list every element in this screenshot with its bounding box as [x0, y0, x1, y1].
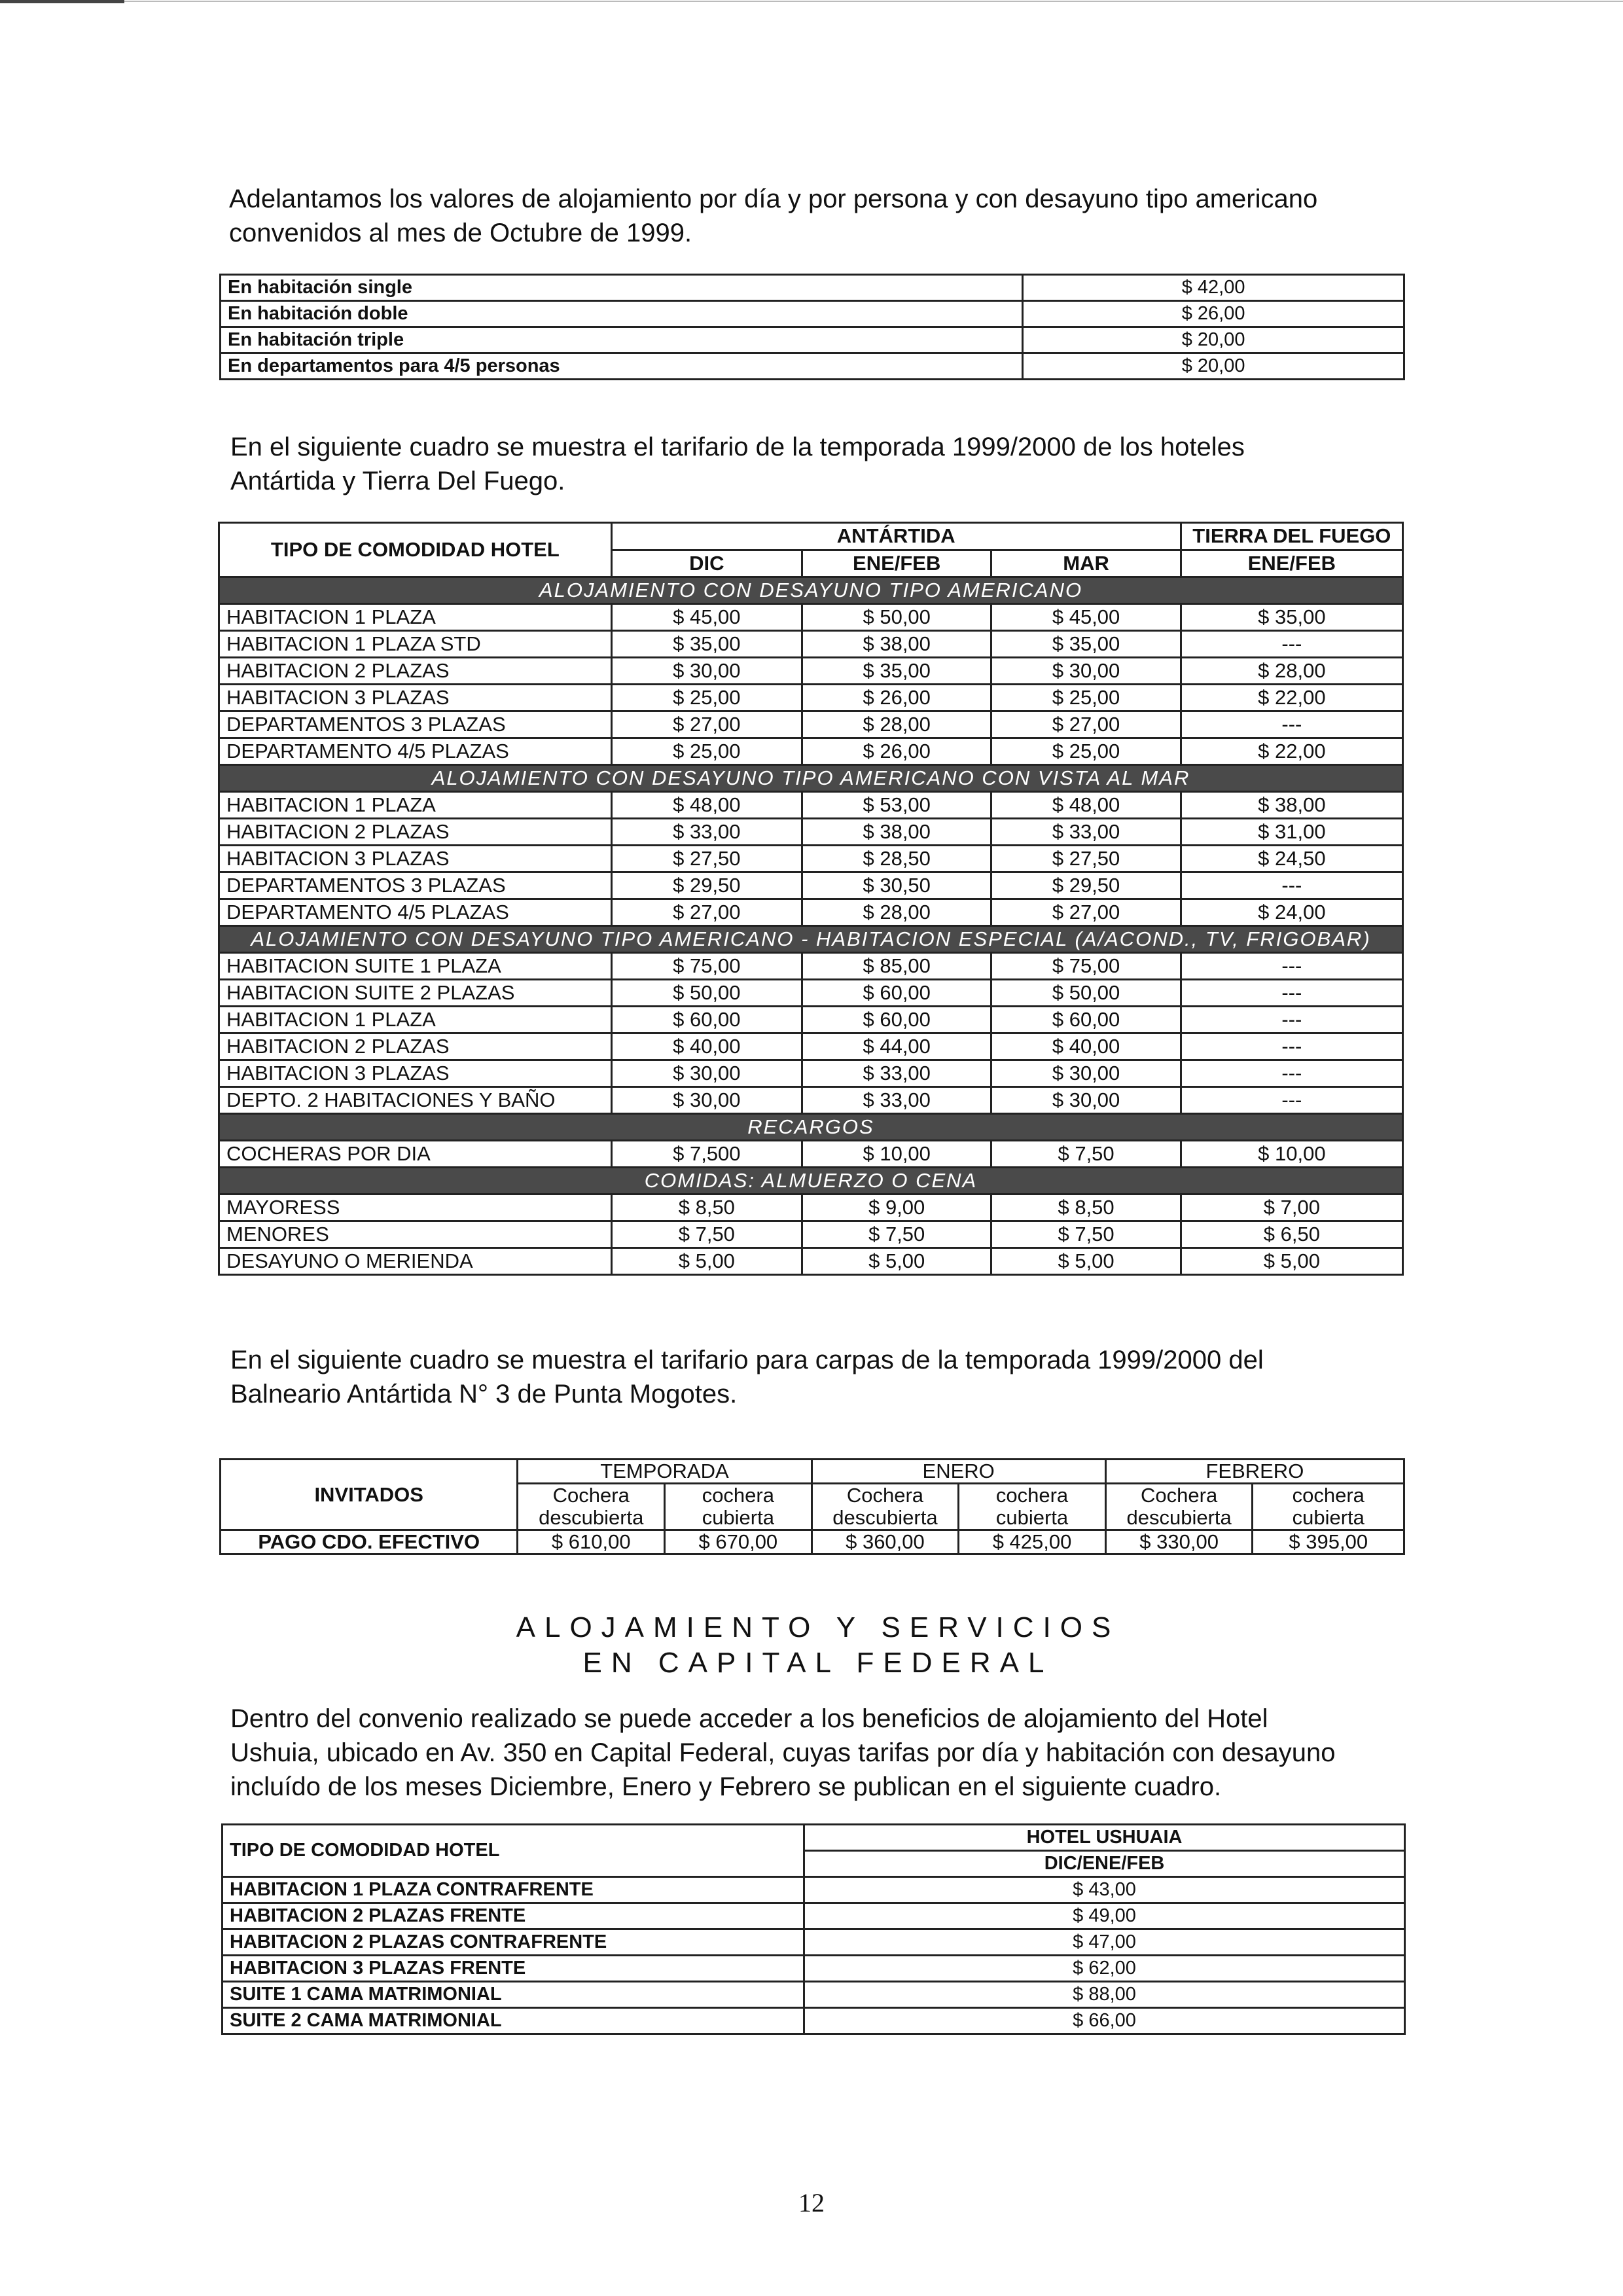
- cochera-type: Cochera: [552, 1484, 630, 1507]
- sub-header: MAR: [991, 550, 1181, 577]
- ushuaia-line-2: Ushuia, ubicado en Av. 350 en Capital Federal, cuyas tarifas por día y habitación con desayuno: [230, 1738, 1336, 1767]
- cochera-header: [665, 1484, 812, 1530]
- scan-edge-line-thin: [124, 1, 1623, 2]
- room-type: HABITACION 1 PLAZA CONTRAFRENTE: [223, 1877, 804, 1903]
- price-cell: $ 44,00: [802, 1033, 991, 1060]
- price-cell: ---: [1181, 980, 1402, 1007]
- table-row: [219, 1060, 1403, 1087]
- price-cell: $ 30,00: [991, 1060, 1181, 1087]
- cochera-kind: cubierta: [702, 1506, 774, 1529]
- hotels-line-2: Antártida y Tierra Del Fuego.: [230, 467, 565, 495]
- price-cell: $ 425,00: [959, 1530, 1105, 1554]
- room-type: DEPARTAMENTOS 3 PLAZAS: [219, 872, 612, 899]
- price-cell: $ 27,50: [611, 846, 802, 872]
- room-type: HABITACION 2 PLAZAS CONTRAFRENTE: [223, 1929, 804, 1956]
- price-cell: $ 29,50: [991, 872, 1181, 899]
- page-number: 12: [798, 2188, 825, 2217]
- price-cell: $ 33,00: [611, 819, 802, 846]
- carpas-line-1: En el siguiente cuadro se muestra el tarifario para carpas de la temporada 1999/2000 del: [230, 1346, 1264, 1374]
- room-type: SUITE 2 CAMA MATRIMONIAL: [223, 2008, 804, 2034]
- price-cell: $ 30,50: [802, 872, 991, 899]
- price-cell: $ 8,50: [611, 1194, 802, 1221]
- table-row: [219, 1221, 1403, 1248]
- price-cell: $ 28,50: [802, 846, 991, 872]
- table-row: [221, 353, 1404, 380]
- table-row: [221, 1530, 1404, 1554]
- intro-paragraph: [229, 182, 1317, 250]
- price-cell: $ 395,00: [1253, 1530, 1404, 1554]
- table-row: [219, 1033, 1403, 1060]
- section-heading: [7, 1610, 1623, 1681]
- cochera-type: cochera: [702, 1484, 774, 1507]
- table-row: [219, 1248, 1403, 1275]
- price-cell: $ 27,50: [991, 846, 1181, 872]
- price-cell: $ 40,00: [611, 1033, 802, 1060]
- table-row: [223, 1956, 1405, 1982]
- cochera-kind: cubierta: [995, 1506, 1069, 1529]
- price-cell: $ 60,00: [991, 1007, 1181, 1033]
- price-cell: $ 40,00: [991, 1033, 1181, 1060]
- table-row: [223, 1903, 1405, 1929]
- price-cell: $ 330,00: [1105, 1530, 1253, 1554]
- table-row: [219, 631, 1403, 658]
- rate-label: En habitación doble: [221, 301, 1023, 327]
- price-cell: $ 60,00: [802, 1007, 991, 1033]
- cochera-kind: cubierta: [1292, 1506, 1364, 1529]
- room-type: SUITE 1 CAMA MATRIMONIAL: [223, 1982, 804, 2008]
- ushuaia-line-3: incluído de los meses Diciembre, Enero y Febrero se publican en el siguiente cuadro.: [230, 1772, 1222, 1801]
- period-header: TEMPORADA: [518, 1460, 812, 1484]
- price-cell: $ 50,00: [611, 980, 802, 1007]
- table-row: [223, 1982, 1405, 2008]
- price-cell: $ 7,50: [802, 1221, 991, 1248]
- rate-label: En departamentos para 4/5 personas: [221, 353, 1023, 380]
- table-row: [219, 792, 1403, 819]
- price-cell: $ 85,00: [802, 953, 991, 980]
- section-heading-line-2: EN CAPITAL FEDERAL: [582, 1647, 1054, 1679]
- ushuaia-table: [221, 1823, 1406, 2035]
- rate-value: $ 26,00: [1023, 301, 1404, 327]
- period-header: ENERO: [812, 1460, 1105, 1484]
- intro-line-2: convenidos al mes de Octubre de 1999.: [229, 219, 692, 247]
- price-cell: $ 9,00: [802, 1194, 991, 1221]
- price-cell: $ 22,00: [1181, 685, 1402, 711]
- price-cell: $ 45,00: [991, 604, 1181, 631]
- price-cell: $ 5,00: [611, 1248, 802, 1275]
- price-cell: $ 7,50: [991, 1141, 1181, 1168]
- section-row: [219, 1114, 1403, 1141]
- section-title: ALOJAMIENTO CON DESAYUNO TIPO AMERICANO - HABITACION ESPECIAL (A/ACOND., TV, FRIGOBAR): [219, 926, 1403, 953]
- rate-value: $ 42,00: [1023, 275, 1404, 301]
- cochera-header: [1253, 1484, 1404, 1530]
- price-cell: $ 50,00: [991, 980, 1181, 1007]
- col-type-header: TIPO DE COMODIDAD HOTEL: [219, 523, 612, 577]
- table-header-row: [221, 1460, 1404, 1484]
- table-row: [219, 658, 1403, 685]
- table-row: [219, 1087, 1403, 1114]
- room-type: HABITACION 3 PLAZAS: [219, 685, 612, 711]
- price-cell: $ 35,00: [991, 631, 1181, 658]
- table-row: [219, 711, 1403, 738]
- table-header-row: [219, 523, 1403, 550]
- room-type: HABITACION 3 PLAZAS: [219, 1060, 612, 1087]
- cochera-kind: descubierta: [1126, 1506, 1232, 1529]
- price-cell: $ 38,00: [1181, 792, 1402, 819]
- period-header: DIC/ENE/FEB: [804, 1851, 1405, 1877]
- price-cell: $ 24,00: [1181, 899, 1402, 926]
- price-cell: $ 22,00: [1181, 738, 1402, 765]
- price-cell: $ 30,00: [611, 1087, 802, 1114]
- price-cell: $ 10,00: [1181, 1141, 1402, 1168]
- price-cell: $ 7,500: [611, 1141, 802, 1168]
- price-cell: $ 360,00: [812, 1530, 959, 1554]
- price-cell: $ 60,00: [611, 1007, 802, 1033]
- room-type: HABITACION 3 PLAZAS: [219, 846, 612, 872]
- section-row: [219, 1168, 1403, 1194]
- price-cell: $ 33,00: [802, 1060, 991, 1087]
- table-row: [219, 980, 1403, 1007]
- price-cell: $ 26,00: [802, 685, 991, 711]
- price-cell: $ 670,00: [665, 1530, 812, 1554]
- hotel-header: HOTEL USHUAIA: [804, 1825, 1405, 1851]
- room-type: HABITACION 3 PLAZAS FRENTE: [223, 1956, 804, 1982]
- price-cell: $ 75,00: [991, 953, 1181, 980]
- cochera-kind: descubierta: [539, 1506, 644, 1529]
- price-cell: $ 27,00: [991, 899, 1181, 926]
- intro-line-1: Adelantamos los valores de alojamiento por día y por persona y con desayuno tipo americano: [229, 185, 1318, 213]
- price-cell: ---: [1181, 1060, 1402, 1087]
- table-row: [219, 1194, 1403, 1221]
- ushuaia-paragraph: [230, 1702, 1335, 1804]
- price-cell: $ 7,00: [1181, 1194, 1402, 1221]
- price-cell: $ 28,00: [802, 711, 991, 738]
- price-cell: $ 88,00: [804, 1982, 1405, 2008]
- price-cell: $ 30,00: [991, 658, 1181, 685]
- price-cell: $ 75,00: [611, 953, 802, 980]
- price-cell: $ 27,00: [611, 899, 802, 926]
- price-cell: $ 38,00: [802, 819, 991, 846]
- price-cell: $ 47,00: [804, 1929, 1405, 1956]
- section-row: [219, 765, 1403, 792]
- table-row: [219, 872, 1403, 899]
- table-row: [219, 604, 1403, 631]
- price-cell: $ 35,00: [802, 658, 991, 685]
- cochera-type: Cochera: [1141, 1484, 1218, 1507]
- table-row: [223, 1877, 1405, 1903]
- price-cell: $ 5,00: [1181, 1248, 1402, 1275]
- antartida-header: ANTÁRTIDA: [611, 523, 1181, 550]
- price-cell: $ 53,00: [802, 792, 991, 819]
- room-type: HABITACION 2 PLAZAS: [219, 658, 612, 685]
- cochera-header: [959, 1484, 1105, 1530]
- room-type: HABITACION 2 PLAZAS FRENTE: [223, 1903, 804, 1929]
- room-type: HABITACION SUITE 1 PLAZA: [219, 953, 612, 980]
- room-type: MENORES: [219, 1221, 612, 1248]
- room-type: DEPTO. 2 HABITACIONES Y BAÑO: [219, 1087, 612, 1114]
- price-cell: ---: [1181, 953, 1402, 980]
- sub-header: DIC: [611, 550, 802, 577]
- cochera-type: Cochera: [846, 1484, 924, 1507]
- cochera-type: cochera: [995, 1484, 1069, 1507]
- price-cell: $ 45,00: [611, 604, 802, 631]
- room-type: MAYORESS: [219, 1194, 612, 1221]
- price-cell: $ 35,00: [1181, 604, 1402, 631]
- section-row: [219, 577, 1403, 604]
- carpas-table: [219, 1458, 1405, 1555]
- carpas-paragraph: [230, 1343, 1264, 1411]
- price-cell: $ 25,00: [611, 738, 802, 765]
- price-cell: ---: [1181, 1087, 1402, 1114]
- rate-label: En habitación single: [221, 275, 1023, 301]
- col-type-header: TIPO DE COMODIDAD HOTEL: [223, 1825, 804, 1877]
- cochera-type: cochera: [1292, 1484, 1364, 1507]
- table-row: [221, 275, 1404, 301]
- hotels-table: [218, 522, 1404, 1276]
- cochera-header: [518, 1484, 665, 1530]
- price-cell: ---: [1181, 872, 1402, 899]
- price-cell: $ 35,00: [611, 631, 802, 658]
- price-cell: $ 24,50: [1181, 846, 1402, 872]
- price-cell: $ 8,50: [991, 1194, 1181, 1221]
- table-header-row: [223, 1825, 1405, 1851]
- price-cell: $ 25,00: [991, 738, 1181, 765]
- table-row: [219, 1007, 1403, 1033]
- room-type: DEPARTAMENTO 4/5 PLAZAS: [219, 899, 612, 926]
- price-cell: $ 7,50: [611, 1221, 802, 1248]
- price-cell: $ 5,00: [991, 1248, 1181, 1275]
- price-cell: $ 43,00: [804, 1877, 1405, 1903]
- ushuaia-line-1: Dentro del convenio realizado se puede acceder a los beneficios de alojamiento del Hotel: [230, 1704, 1268, 1733]
- room-type: HABITACION 2 PLAZAS: [219, 819, 612, 846]
- price-cell: $ 28,00: [1181, 658, 1402, 685]
- price-cell: ---: [1181, 631, 1402, 658]
- cochera-header: [1105, 1484, 1253, 1530]
- pay-label: PAGO CDO. EFECTIVO: [221, 1530, 518, 1554]
- table-row: [219, 953, 1403, 980]
- price-cell: $ 10,00: [802, 1141, 991, 1168]
- price-cell: $ 28,00: [802, 899, 991, 926]
- price-cell: $ 30,00: [991, 1087, 1181, 1114]
- carpas-line-2: Balneario Antártida N° 3 de Punta Mogotes.: [230, 1380, 738, 1408]
- table-row: [221, 301, 1404, 327]
- section-title: RECARGOS: [219, 1114, 1403, 1141]
- price-cell: $ 27,00: [611, 711, 802, 738]
- price-cell: $ 49,00: [804, 1903, 1405, 1929]
- section-heading-line-1: ALOJAMIENTO Y SERVICIOS: [516, 1611, 1120, 1643]
- hotels-table-body: [219, 577, 1403, 1275]
- table-row: [223, 2008, 1405, 2034]
- table-row: [219, 685, 1403, 711]
- table-row: [223, 1929, 1405, 1956]
- table-row: [219, 819, 1403, 846]
- price-cell: $ 5,00: [802, 1248, 991, 1275]
- section-title: COMIDAS: ALMUERZO O CENA: [219, 1168, 1403, 1194]
- price-cell: $ 62,00: [804, 1956, 1405, 1982]
- price-cell: $ 33,00: [802, 1087, 991, 1114]
- price-cell: $ 25,00: [991, 685, 1181, 711]
- rate-label: En habitación triple: [221, 327, 1023, 353]
- room-type: HABITACION 1 PLAZA STD: [219, 631, 612, 658]
- room-type: DEPARTAMENTO 4/5 PLAZAS: [219, 738, 612, 765]
- room-type: HABITACION SUITE 2 PLAZAS: [219, 980, 612, 1007]
- invitados-header: INVITADOS: [221, 1460, 518, 1530]
- price-cell: $ 60,00: [802, 980, 991, 1007]
- price-cell: $ 48,00: [991, 792, 1181, 819]
- price-cell: $ 33,00: [991, 819, 1181, 846]
- table-row: [219, 1141, 1403, 1168]
- section-row: [219, 926, 1403, 953]
- price-cell: $ 26,00: [802, 738, 991, 765]
- room-type: HABITACION 2 PLAZAS: [219, 1033, 612, 1060]
- table-row: [221, 327, 1404, 353]
- price-cell: $ 6,50: [1181, 1221, 1402, 1248]
- room-type: HABITACION 1 PLAZA: [219, 792, 612, 819]
- table-row: [219, 846, 1403, 872]
- tierra-header: TIERRA DEL FUEGO: [1181, 523, 1402, 550]
- price-cell: $ 7,50: [991, 1221, 1181, 1248]
- room-type: HABITACION 1 PLAZA: [219, 1007, 612, 1033]
- room-type: DEPARTAMENTOS 3 PLAZAS: [219, 711, 612, 738]
- price-cell: ---: [1181, 1007, 1402, 1033]
- table-row: [219, 899, 1403, 926]
- room-type: COCHERAS POR DIA: [219, 1141, 612, 1168]
- price-cell: $ 27,00: [991, 711, 1181, 738]
- price-cell: $ 50,00: [802, 604, 991, 631]
- price-cell: ---: [1181, 1033, 1402, 1060]
- section-title: ALOJAMIENTO CON DESAYUNO TIPO AMERICANO CON VISTA AL MAR: [219, 765, 1403, 792]
- sub-header: ENE/FEB: [1181, 550, 1402, 577]
- room-type: HABITACION 1 PLAZA: [219, 604, 612, 631]
- rate-value: $ 20,00: [1023, 327, 1404, 353]
- period-header: FEBRERO: [1105, 1460, 1404, 1484]
- price-cell: ---: [1181, 711, 1402, 738]
- scan-edge-line: [0, 0, 124, 3]
- price-cell: $ 30,00: [611, 1060, 802, 1087]
- price-cell: $ 29,50: [611, 872, 802, 899]
- price-cell: $ 31,00: [1181, 819, 1402, 846]
- price-cell: $ 25,00: [611, 685, 802, 711]
- room-type: DESAYUNO O MERIENDA: [219, 1248, 612, 1275]
- sub-header: ENE/FEB: [802, 550, 991, 577]
- table-row: [219, 738, 1403, 765]
- price-cell: $ 610,00: [518, 1530, 665, 1554]
- price-cell: $ 66,00: [804, 2008, 1405, 2034]
- price-cell: $ 38,00: [802, 631, 991, 658]
- cochera-kind: descubierta: [832, 1506, 938, 1529]
- section-title: ALOJAMIENTO CON DESAYUNO TIPO AMERICANO: [219, 577, 1403, 604]
- cochera-header: [812, 1484, 959, 1530]
- rate-value: $ 20,00: [1023, 353, 1404, 380]
- price-cell: $ 30,00: [611, 658, 802, 685]
- hotels-line-1: En el siguiente cuadro se muestra el tarifario de la temporada 1999/2000 de los hoteles: [230, 433, 1245, 461]
- rates-table: [219, 274, 1405, 380]
- price-cell: $ 48,00: [611, 792, 802, 819]
- hotels-paragraph: [230, 430, 1245, 498]
